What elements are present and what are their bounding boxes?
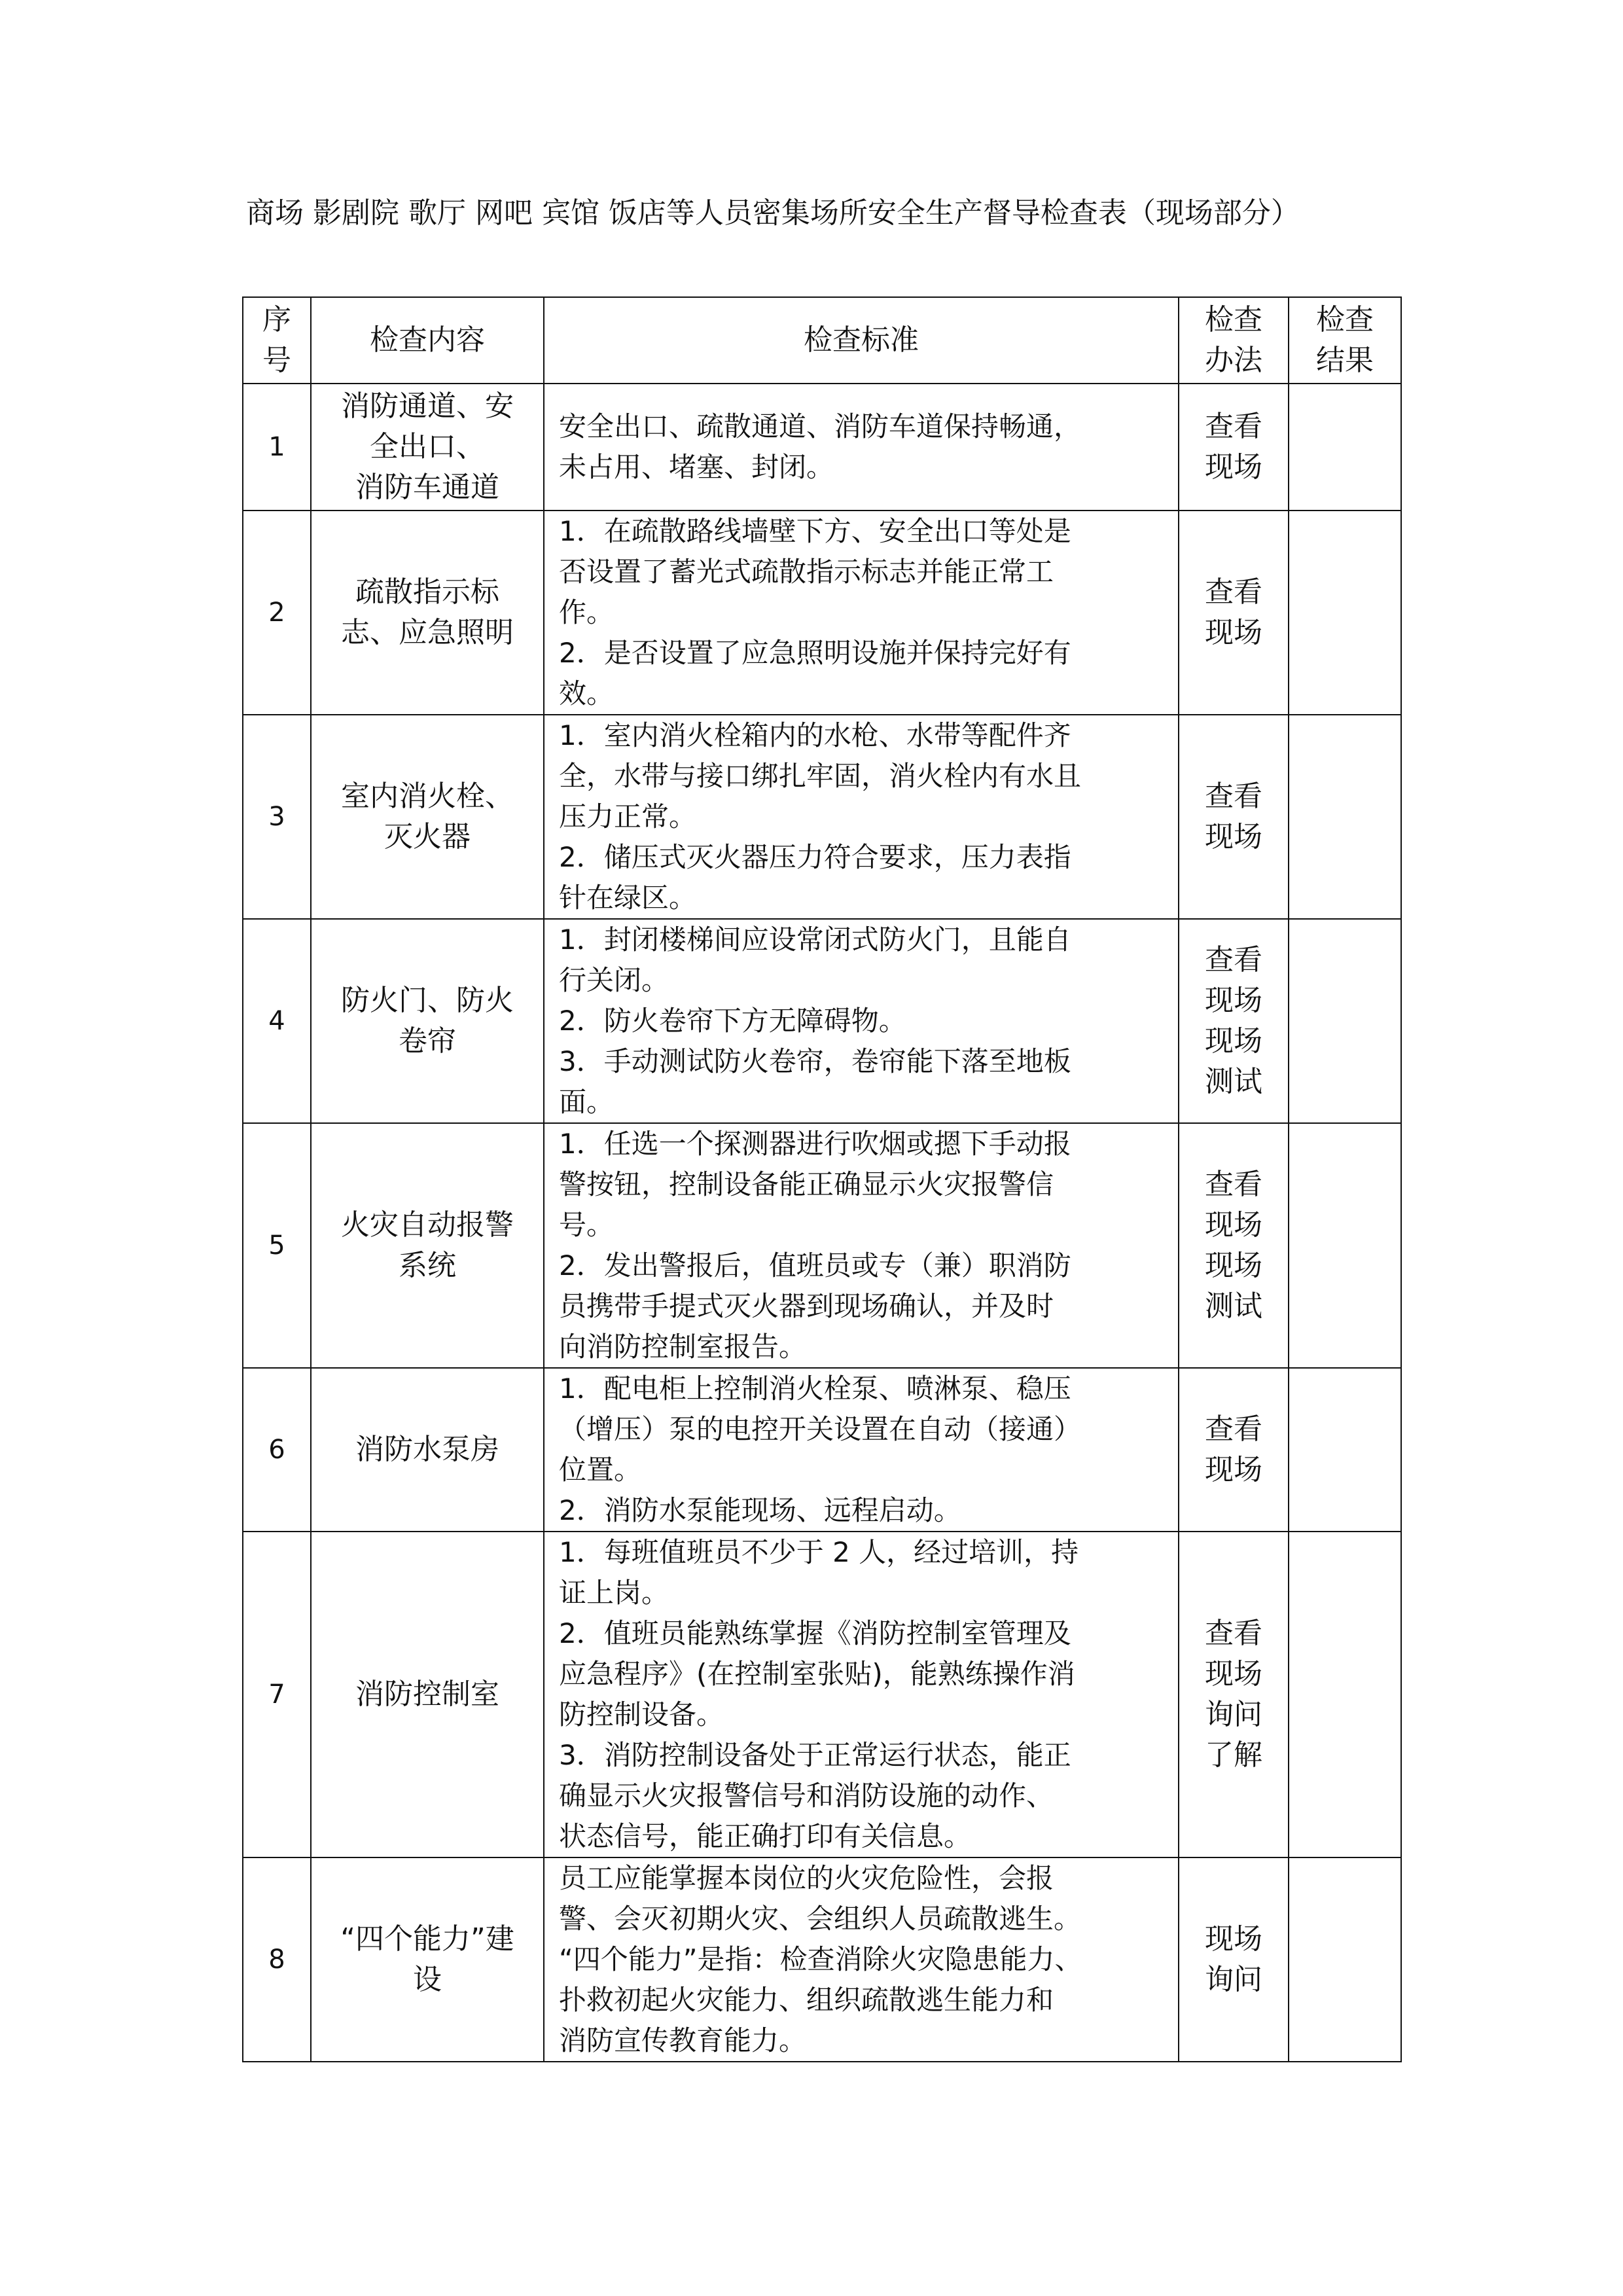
row-content [311,715,544,919]
row-result[interactable] [1289,715,1401,919]
standard-line: 号。 [559,1209,615,1241]
row-result[interactable] [1289,1123,1401,1368]
method-line: 了解 [1205,1738,1262,1772]
standard-line: 2．是否设置了应急照明设施并保持完好有 [559,637,1071,669]
table-row [243,384,1401,511]
standard-line: 1．室内消火栓箱内的水枪、水带等配件齐 [559,719,1071,751]
content-line: 志、应急照明 [341,616,514,649]
standard-line: 1．封闭楼梯间应设常闭式防火门，且能自 [559,924,1071,956]
standard-line: 安全出口、疏散通道、消防车道保持畅通， [559,410,1082,442]
inspection-table [242,296,1402,2062]
method-line: 测试 [1205,1289,1262,1323]
table-row [243,1368,1401,1532]
row-content [311,1857,544,2062]
row-method [1179,1532,1289,1857]
row-standard [544,384,1179,511]
row-standard [544,1123,1179,1368]
content-line: 室内消火栓、 [341,780,514,813]
standard-line: 3．手动测试防火卷帘，卷帘能下落至地板 [559,1045,1071,1077]
row-result[interactable] [1289,1857,1401,2062]
standard-line: “四个能力”是指：检查消除火灾隐患能力、 [559,1943,1082,1975]
method-line: 查看 [1205,1412,1262,1446]
row-method [1179,1368,1289,1532]
header-seq: 序 号 [243,297,311,384]
standard-line: 全，水带与接口绑扎牢固，消火栓内有水且 [559,760,1082,792]
row-standard [544,1368,1179,1532]
header-result: 检查 结果 [1289,297,1401,384]
content-line: 消防水泵房 [355,1433,499,1466]
standard-line: 消防宣传教育能力。 [559,2024,807,2056]
standard-line: 2．储压式灭火器压力符合要求，压力表指 [559,841,1071,873]
method-line: 现场 [1205,616,1262,649]
standard-line: 扑救初起火灾能力、组织疏散逃生能力和 [559,1984,1054,2016]
standard-line: 警、会灭初期火灾、会组织人员疏散逃生。 [559,1903,1082,1935]
standard-line: 员工应能掌握本岗位的火灾危险性，会报 [559,1862,1054,1894]
standard-line: 员携带手提式灭火器到现场确认，并及时 [559,1290,1054,1322]
method-line: 查看 [1205,943,1262,977]
row-result[interactable] [1289,384,1401,511]
standard-line: 2．消防水泵能现场、远程启动。 [559,1494,961,1526]
standard-line: 1．在疏散路线墙壁下方、安全出口等处是 [559,515,1071,547]
row-standard [544,1857,1179,2062]
standard-line: 应急程序》(在控制室张贴)，能熟练操作消 [559,1658,1075,1690]
method-line: 现场 [1205,1208,1262,1242]
table-row [243,1857,1401,2062]
content-line: 灭火器 [384,820,471,853]
standard-line: 防控制设备。 [559,1698,724,1731]
standard-line: 3．消防控制设备处于正常运行状态，能正 [559,1739,1071,1771]
content-line: 系统 [399,1249,456,1282]
table-row [243,919,1401,1123]
content-line: “四个能力”建 [340,1922,514,1956]
header-method: 检查 办法 [1179,297,1289,384]
standard-line: 警按钮，控制设备能正确显示火灾报警信 [559,1168,1054,1200]
row-method [1179,715,1289,919]
row-content [311,1123,544,1368]
standard-line: 确显示火灾报警信号和消防设施的动作、 [559,1780,1054,1812]
method-line: 询问 [1205,1698,1262,1731]
method-line: 查看 [1205,575,1262,609]
method-line: 询问 [1205,1963,1262,1996]
row-standard [544,919,1179,1123]
row-method [1179,1123,1289,1368]
standard-line: 效。 [559,677,615,709]
method-line: 查看 [1205,780,1262,813]
standard-line: 否设置了蓄光式疏散指示标志并能正常工 [559,556,1054,588]
row-seq: 2 [243,511,311,715]
method-line: 查看 [1205,410,1262,443]
content-line: 防火门、防火 [341,984,514,1017]
standard-line: 位置。 [559,1454,642,1486]
method-line: 现场 [1205,1024,1262,1058]
row-result[interactable] [1289,1368,1401,1532]
table-row [243,511,1401,715]
row-seq: 4 [243,919,311,1123]
standard-line: 证上岗。 [559,1577,669,1609]
row-content [311,511,544,715]
standard-line: 2．防火卷帘下方无障碍物。 [559,1005,906,1037]
table-row [243,715,1401,919]
standard-line: 针在绿区。 [559,882,697,914]
standard-line: 作。 [559,596,615,628]
row-seq: 1 [243,384,311,511]
content-line: 全出口、 [370,430,485,463]
row-standard [544,715,1179,919]
content-line: 设 [413,1963,442,1996]
row-content [311,1532,544,1857]
standard-line: 行关闭。 [559,964,669,996]
row-result[interactable] [1289,919,1401,1123]
standard-line: 压力正常。 [559,800,697,833]
standard-line: （增压）泵的电控开关设置在自动（接通） [559,1413,1082,1445]
row-seq: 7 [243,1532,311,1857]
row-seq: 6 [243,1368,311,1532]
row-seq: 3 [243,715,311,919]
header-standard: 检查标准 [544,297,1179,384]
content-line: 消防通道、安 [341,389,514,423]
content-line: 卷帘 [399,1024,456,1058]
content-line: 火灾自动报警 [341,1208,514,1242]
row-method [1179,1857,1289,2062]
table-row [243,1532,1401,1857]
content-line: 疏散指示标 [355,575,499,609]
row-content [311,919,544,1123]
content-line: 消防车通道 [355,471,499,504]
row-method [1179,384,1289,511]
row-content [311,384,544,511]
content-line: 消防控制室 [355,1677,499,1711]
standard-line: 向消防控制室报告。 [559,1331,807,1363]
method-line: 测试 [1205,1065,1262,1098]
method-line: 现场 [1205,1249,1262,1282]
method-line: 现场 [1205,1922,1262,1956]
row-content [311,1368,544,1532]
row-standard [544,1532,1179,1857]
standard-line: 未占用、堵塞、封闭。 [559,451,834,483]
row-result[interactable] [1289,511,1401,715]
row-result[interactable] [1289,1532,1401,1857]
method-line: 现场 [1205,820,1262,853]
method-line: 查看 [1205,1617,1262,1650]
method-line: 现场 [1205,984,1262,1017]
row-method [1179,511,1289,715]
standard-line: 1．配电柜上控制消火栓泵、喷淋泵、稳压 [559,1372,1071,1405]
standard-line: 状态信号，能正确打印有关信息。 [559,1820,972,1852]
method-line: 现场 [1205,1453,1262,1486]
standard-line: 1．任选一个探测器进行吹烟或摁下手动报 [559,1128,1071,1160]
standard-line: 2．值班员能熟练掌握《消防控制室管理及 [559,1617,1071,1649]
table-header-row [243,297,1401,384]
row-seq: 5 [243,1123,311,1368]
method-line: 现场 [1205,450,1262,484]
method-line: 查看 [1205,1168,1262,1201]
page-title: 商场 影剧院 歌厅 网吧 宾馆 饭店等人员密集场所安全生产督导检查表（现场部分） [246,196,1300,230]
row-method [1179,919,1289,1123]
standard-line: 2．发出警报后，值班员或专（兼）职消防 [559,1249,1071,1282]
method-line: 现场 [1205,1657,1262,1691]
row-seq: 8 [243,1857,311,2062]
row-standard [544,511,1179,715]
table-row [243,1123,1401,1368]
standard-line: 面。 [559,1086,615,1118]
standard-line: 1．每班值班员不少于 2 人，经过培训，持 [559,1536,1079,1568]
header-content: 检查内容 [311,297,544,384]
